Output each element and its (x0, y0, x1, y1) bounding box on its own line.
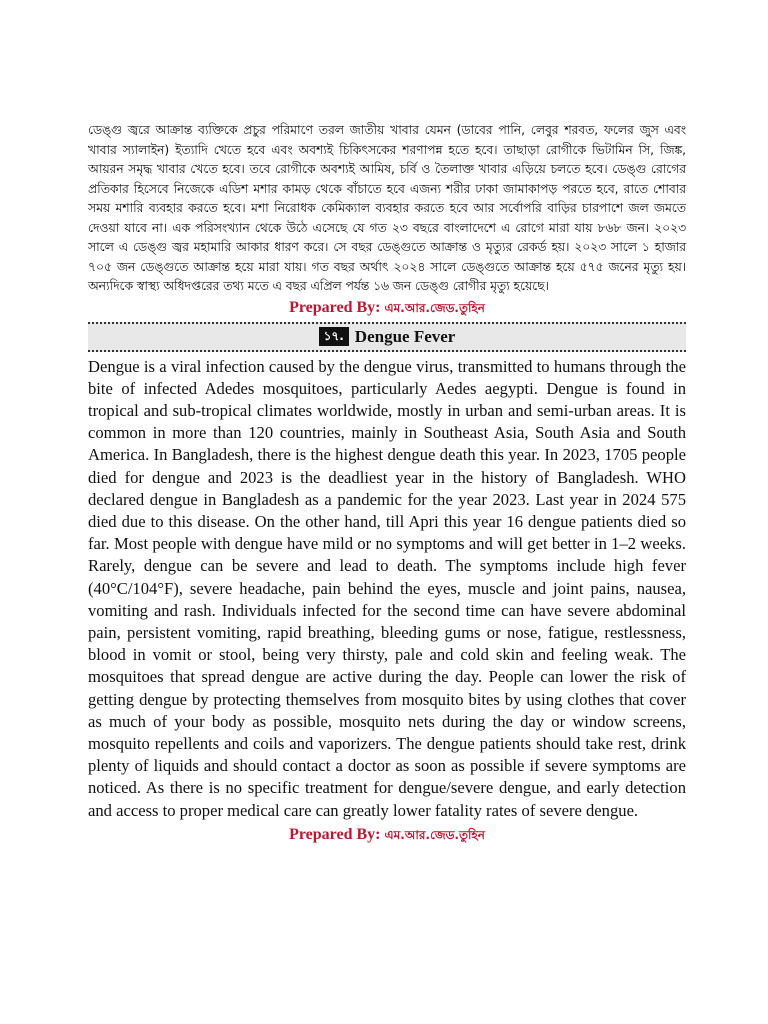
prepared-by-author: এম.আর.জেড.তুহিন (384, 300, 485, 315)
prepared-by-label-bottom: Prepared By: (289, 825, 381, 843)
prepared-by-line (88, 298, 686, 318)
prepared-by-author-bottom: এম.আর.জেড.তুহিন (384, 827, 485, 842)
document-page (88, 120, 686, 845)
prepared-by-label: Prepared By: (289, 298, 381, 316)
english-paragraph: Dengue is a viral infection caused by the dengue virus, transmitted to humans through the bite of infected Adedes mosquitoes, particularly Aedes aegypti. Dengue is found in tropical and sub-tropical climates worldwide, mostly in urban and semi-urban areas. It is common in more than 120 countries, mainly in Southeast Asia, South Asia and South America. In Bangladesh, there is the highest dengue death this year. In 2023, 1705 people died for dengue and 2023 is the deadliest year in the history of Bangladesh. WHO declared dengue in Bangladesh as a pandemic for the year 2023. Last year in 2024 575 died due to this disease. On the other hand, till Apri this year 16 dengue patients died so far. Most people with dengue have mild or no symptoms and will get better in 1–2 weeks. Rarely, dengue can be severe and lead to death. The symptoms include high fever (40°C/104°F), severe headache, pain behind the eyes, muscle and joint pains, nausea, vomiting and rash. Individuals infected for the second time can have severe abdominal pain, persistent vomiting, rapid breathing, bleeding gums or nose, fatigue, restlessness, blood in vomit or stool, being very thirsty, pale and cold skin and feeling weak. The mosquitoes that spread dengue are active during the day. People can lower the risk of getting dengue by protecting themselves from mosquito bites by using clothes that cover as much of your body as possible, mosquito nets during the day or window screens, mosquito repellents and coils and vaporizers. The dengue patients should take rest, drink plenty of liquids and should contact a doctor as soon as possible if severe symptoms are noticed. As there is no specific treatment for dengue/severe dengue, and early detection and access to proper medical care can greatly lower fatality rates of severe dengue. (88, 356, 686, 820)
bangla-paragraph: ডেঙ্গু জ্বরে আক্রান্ত ব্যক্তিকে প্রচুর পরিমাণে তরল জাতীয় খাবার যেমন (ডাবের পানি, লেবুর শরবত, ফলের জুস এবং খাবার স্যালাইন) ইত্যাদি খেতে হবে এবং অবশ্যই চিকিৎসকের শরণাপন্ন হতে হবে। তাছাড়া রোগীকে ভিটামিন সি, জিঙ্ক, আয়রন সমৃদ্ধ খাবার খেতে হবে। তবে রোগীকে অবশ্যই আমিষ, চর্বি ও তৈলাক্ত খাবার এড়িয়ে চলতে হবে। ডেঙ্গু রোগের প্রতিকার হিসেবে নিজেকে এডিশ মশার কামড় থেকে বাঁচাতে হবে এজন্য শরীর ঢাকা জামাকাপড় পরতে হবে, রাতে শোবার সময় মশারি ব্যবহার করতে হবে। মশা নিরোধক কেমিক্যাল ব্যবহার করতে হবে আর সর্বোপরি বাড়ির চারপাশে জল জমতে দেওয়া যাবে না। এক পরিসংখ্যান থেকে উঠে এসেছে যে গত ২৩ বছরে বাংলাদেশে এ রোগে মারা যায় ৮৬৮ জন। ২০২৩ সালে এ ডেঙ্গু জ্বর মহামারি আকার ধারণ করে। সে বছর ডেঙ্গুতে আক্রান্ত ও মৃত্যুর রেকর্ড হয়। ২০২৩ সালে ১ হাজার ৭০৫ জন ডেঙ্গুতে আক্রান্ত হয়ে মারা যায়। গত বছর অর্থাৎ ২০২৪ সালে ডেঙ্গুতে আক্রান্ত হয়ে ৫৭৫ জনের মৃত্যু হয়। অন্যদিকে স্বাস্থ্য অধিদপ্তরের তথ্য মতে এ বছর এপ্রিল পর্যন্ত ১৬ জন ডেঙ্গু রোগীর মৃত্যু হয়েছে। (88, 122, 686, 293)
section-header (88, 322, 686, 352)
prepared-by-line-bottom (88, 825, 686, 845)
section-number-badge: ১৭. (319, 327, 349, 346)
section-title: Dengue Fever (354, 326, 456, 346)
